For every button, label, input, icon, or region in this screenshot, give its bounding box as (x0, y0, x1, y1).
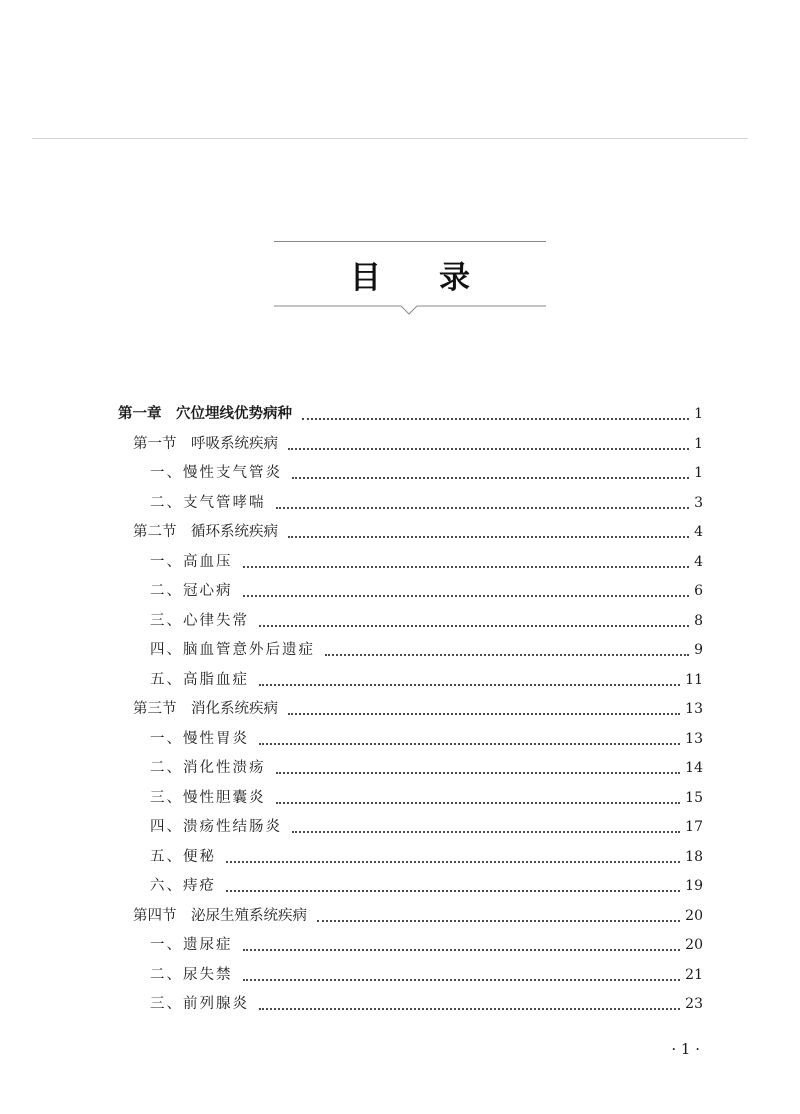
toc-entry-item[interactable] (0, 607, 800, 636)
toc-leader-dots (226, 861, 680, 863)
toc-entry-page: 1 (694, 406, 703, 422)
toc-entry-item[interactable] (0, 990, 800, 1019)
toc-entry-page: 4 (694, 553, 703, 570)
toc-entry-page: 20 (685, 937, 703, 953)
toc-entry-label: 第三节 消化系统疾病 (133, 701, 278, 717)
toc-entry-page: 6 (694, 583, 703, 599)
toc-leader-dots (259, 684, 680, 686)
toc-leader-dots (243, 566, 689, 568)
toc-entry-page: 19 (685, 878, 703, 894)
chevron-down-icon (274, 305, 546, 317)
toc-entry-page: 14 (685, 760, 703, 776)
toc-entry-label: 二、消化性溃疡 (150, 760, 266, 776)
toc-entry-item[interactable] (0, 459, 800, 488)
toc-entry-label: 四、溃疡性结肠炎 (150, 819, 282, 835)
toc-entry-label: 四、脑血管意外后遗症 (150, 642, 315, 658)
toc-entry-label: 第一节 呼吸系统疾病 (133, 435, 278, 452)
toc-leader-dots (259, 743, 680, 745)
page-title: 目录 (350, 260, 528, 296)
toc-leader-dots (259, 625, 689, 627)
toc-entry-label: 第一章 穴位埋线优势病种 (118, 406, 292, 422)
toc-entry-section[interactable] (0, 695, 800, 724)
toc-leader-dots (302, 418, 689, 420)
toc-entry-item[interactable] (0, 843, 800, 872)
toc-entry-item[interactable] (0, 636, 800, 665)
toc-entry-item[interactable] (0, 931, 800, 960)
toc-leader-dots (276, 772, 680, 774)
toc-leader-dots (288, 448, 689, 450)
toc-leader-dots (243, 949, 680, 951)
toc-entry-page: 4 (694, 524, 703, 540)
toc-entry-item[interactable] (0, 548, 800, 577)
toc-entry-page: 13 (685, 730, 703, 747)
toc-entry-item[interactable] (0, 784, 800, 813)
toc-leader-dots (226, 890, 680, 892)
toc-entry-item[interactable] (0, 754, 800, 783)
toc-entry-item[interactable] (0, 577, 800, 606)
toc-entry-chapter[interactable] (0, 400, 800, 429)
toc-leader-dots (325, 654, 689, 656)
toc-leader-dots (292, 831, 680, 833)
toc-entry-item[interactable] (0, 813, 800, 842)
toc-entry-label: 一、慢性胃炎 (150, 730, 249, 747)
toc-entry-label: 三、慢性胆囊炎 (150, 789, 266, 806)
toc-entry-label: 五、便秘 (150, 848, 216, 865)
toc-entry-page: 3 (694, 494, 703, 511)
toc-entry-page: 23 (685, 996, 703, 1012)
toc-entry-page: 15 (685, 789, 703, 806)
toc-entry-item[interactable] (0, 872, 800, 901)
toc-entry-page: 1 (694, 435, 703, 452)
toc-leader-dots (288, 713, 680, 715)
toc-entry-label: 五、高脂血症 (150, 671, 249, 688)
header-rule (32, 138, 748, 139)
toc-entry-section[interactable] (0, 518, 800, 547)
toc-title-block (274, 241, 546, 316)
toc-entry-page: 9 (694, 642, 703, 658)
toc-entry-label: 二、支气管哮喘 (150, 494, 266, 511)
title-bottom-rule (274, 305, 546, 317)
page-number: · 1 · (671, 1040, 700, 1058)
toc-leader-dots (276, 507, 689, 509)
toc-entry-page: 21 (685, 966, 703, 983)
toc-entry-label: 一、高血压 (150, 553, 233, 570)
toc-leader-dots (317, 920, 680, 922)
toc-entry-section[interactable] (0, 430, 800, 459)
toc-entry-item[interactable] (0, 489, 800, 518)
toc-entry-page: 1 (694, 465, 703, 481)
toc-leader-dots (243, 595, 689, 597)
toc-entry-page: 13 (685, 701, 703, 717)
toc-entry-label: 三、前列腺炎 (150, 996, 249, 1012)
toc-entry-label: 三、心律失常 (150, 612, 249, 629)
toc-entry-page: 11 (685, 671, 703, 688)
toc-entry-page: 17 (685, 819, 703, 835)
toc-entry-label: 第四节 泌尿生殖系统疾病 (133, 907, 307, 924)
toc-entry-item[interactable] (0, 961, 800, 990)
toc-leader-dots (243, 979, 680, 981)
toc-entry-label: 二、冠心病 (150, 583, 233, 599)
toc-entry-section[interactable] (0, 902, 800, 931)
toc-entry-label: 第二节 循环系统疾病 (133, 524, 278, 540)
toc-leader-dots (288, 536, 689, 538)
toc-entry-label: 二、尿失禁 (150, 966, 233, 983)
toc-entry-page: 18 (685, 848, 703, 865)
toc-leader-dots (259, 1008, 680, 1010)
toc-entry-label: 一、慢性支气管炎 (150, 465, 282, 481)
toc-entry-item[interactable] (0, 725, 800, 754)
toc-entry-page: 8 (694, 612, 703, 629)
title-top-rule (274, 241, 546, 242)
toc-leader-dots (276, 802, 680, 804)
toc-leader-dots (292, 477, 689, 479)
toc-entry-item[interactable] (0, 666, 800, 695)
toc-entry-label: 六、痔疮 (150, 878, 216, 894)
toc-entry-label: 一、遗尿症 (150, 937, 233, 953)
toc-entry-page: 20 (685, 907, 703, 924)
